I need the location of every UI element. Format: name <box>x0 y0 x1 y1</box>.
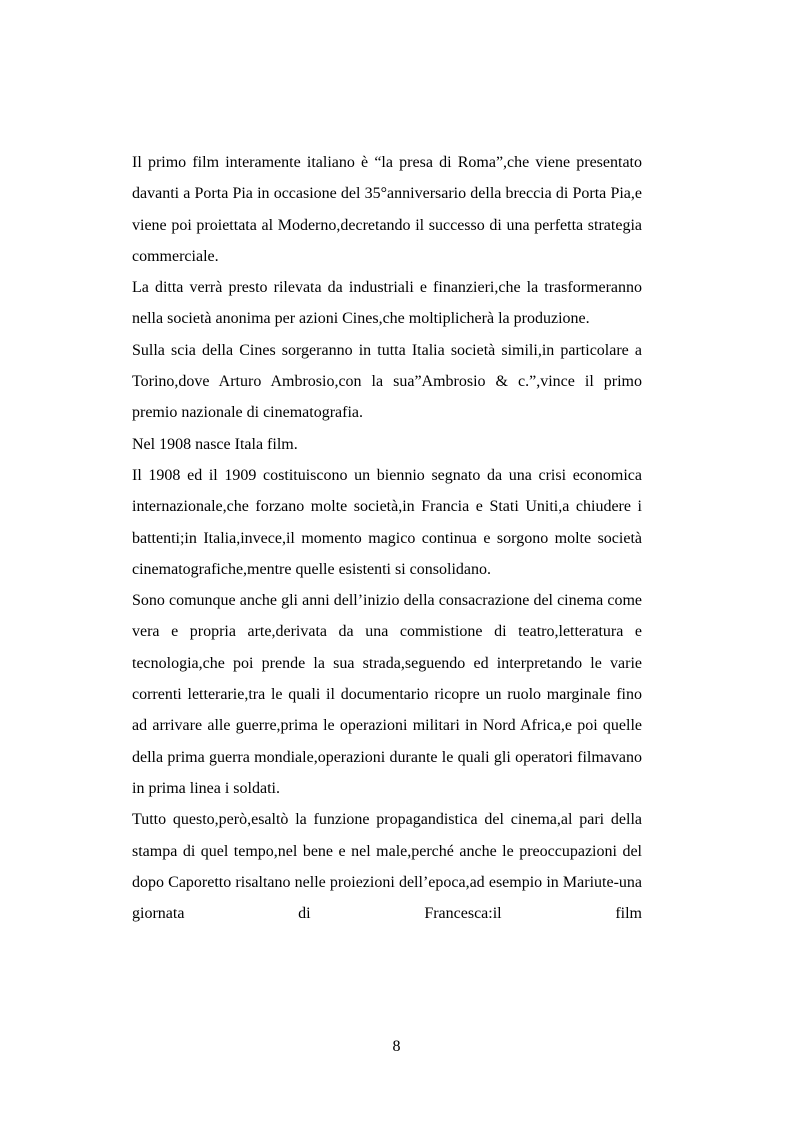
paragraph-propaganda: Tutto questo,però,esaltò la funzione propagandistica del cinema,al pari della stampa di quel tempo,nel bene e nel male,perché anche le preoccupazioni del dopo Caporetto risaltano nelle proiezioni dell’epoca,ad esempio in Mariute-una giornata di Francesca:il film <box>132 811 642 923</box>
body-text <box>132 147 642 929</box>
page-number: 8 <box>392 1038 401 1055</box>
paragraph-ambrosio-torino: Sulla scia della Cines sorgeranno in tutta Italia società simili,in particolare a Torino,dove Arturo Ambrosio,con la sua”Ambrosio & c.”,vince il primo premio nazionale di cinematografia. <box>132 341 642 422</box>
paragraph-cinema-as-art: Sono comunque anche gli anni dell’inizio della consacrazione del cinema come vera e propria arte,derivata da una commistione di teatro,letteratura e tecnologia,che poi prende la sua strada,seguendo ed interpretando le varie correnti letterarie,tra le quali il documentario ricopre un ruolo marginale fino ad arrivare alle guerre,prima le operazioni militari in Nord Africa,e poi quelle della prima guerra mondiale,operazioni durante le quali gli operatori filmavano in prima linea i soldati. <box>132 592 642 797</box>
paragraph-cines-company: La ditta verrà presto rilevata da industriali e finanzieri,che la trasformeranno nella società anonima per azioni Cines,che moltiplicherà la produzione. <box>132 279 642 328</box>
paragraph-economic-crisis: Il 1908 ed il 1909 costituiscono un biennio segnato da una crisi economica internazionale,che forzano molte società,in Francia e Stati Uniti,a chiudere i battenti;in Italia,invece,il momento magico continua e sorgono molte società cinematografiche,mentre quelle esistenti si consolidano. <box>132 466 642 578</box>
paragraph-first-italian-film: Il primo film interamente italiano è “la presa di Roma”,che viene presentato davanti a Porta Pia in occasione del 35°anniversario della breccia di Porta Pia,e viene poi proiettata al Moderno,decretando il successo di una perfetta strategia commerciale. <box>132 154 642 265</box>
paragraph-itala-film: Nel 1908 nasce Itala film. <box>132 435 298 453</box>
